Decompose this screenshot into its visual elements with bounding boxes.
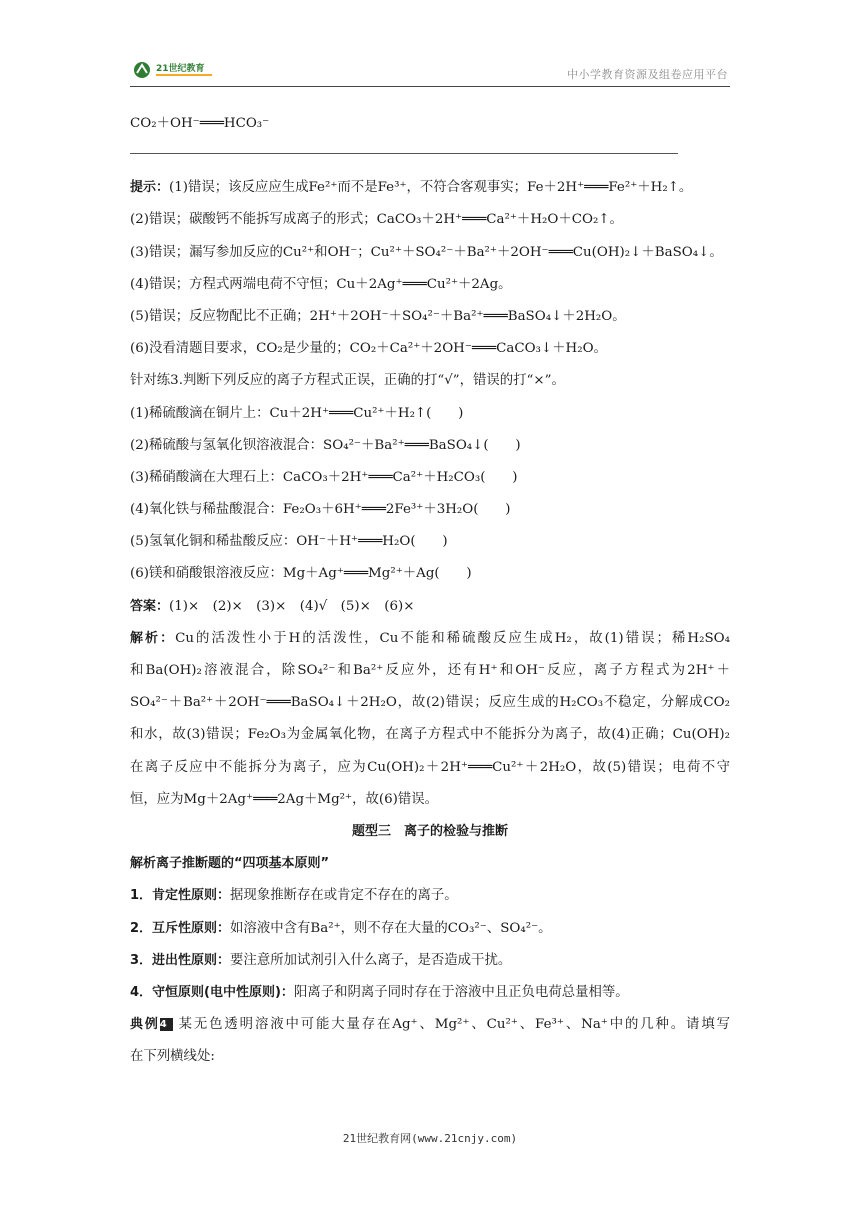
analysis-line-1: 解析：Cu的活泼性小于H的活泼性，Cu不能和稀硫酸反应生成H₂，故(1)错误；稀H₂SO₄ xyxy=(130,630,730,646)
principles-title: 解析离子推断题的“四项基本原则” xyxy=(130,856,330,872)
analysis-line-2: 和Ba(OH)₂溶液混合，除SO₄²⁻和Ba²⁺反应外，还有H⁺和OH⁻反应，离子方程式为2H⁺＋ xyxy=(130,663,730,678)
document-body xyxy=(130,108,730,1073)
principle-2: 2．互斥性原则：如溶液中含有Ba²⁺，则不存在大量的CO₃²⁻、SO₄²⁻。 xyxy=(130,920,552,936)
example-4-line-2: 在下列横线处: xyxy=(130,1049,215,1065)
analysis-line-3: SO₄²⁻＋Ba²⁺＋2OH⁻═══BaSO₄↓＋2H₂O，故(2)错误；反应生成的H₂CO₃不稳定，分解成CO₂ xyxy=(130,695,730,711)
section-heading: 题型三 离子的检验与推断 xyxy=(351,823,508,839)
answer-line: 答案：(1)× (2)× (3)× (4)√ (5)× (6)× xyxy=(130,598,415,614)
question-1: (1)稀硫酸滴在铜片上：Cu＋2H⁺═══Cu²⁺＋H₂↑( ) xyxy=(130,405,464,421)
principle-3: 3．进出性原则：要注意所加试剂引入什么离子，是否造成干扰。 xyxy=(130,952,512,968)
question-5: (5)氢氧化铜和稀盐酸反应：OH⁻＋H⁺═══H₂O( ) xyxy=(130,534,448,550)
analysis-line-5: 在离子反应中不能拆分为离子，应为Cu(OH)₂＋2H⁺═══Cu²⁺＋2H₂O，故(5)错误；电荷不守 xyxy=(130,759,730,775)
question-2: (2)稀硫酸与氢氧化钡溶液混合：SO₄²⁻＋Ba²⁺═══BaSO₄↓( ) xyxy=(130,437,521,453)
answer-label: 答案： xyxy=(130,598,170,614)
principle-1: 1．肯定性原则：据现象推断存在或肯定不存在的离子。 xyxy=(130,888,458,904)
question-4: (4)氧化铁与稀盐酸混合：Fe₂O₃＋6H⁺═══2Fe³⁺＋3H₂O( ) xyxy=(130,502,511,518)
question-6: (6)镁和硝酸银溶液反应：Mg＋Ag⁺═══Mg²⁺＋Ag( ) xyxy=(130,566,472,582)
answer-blank-line xyxy=(130,153,678,154)
analysis-label: 解析： xyxy=(130,630,176,646)
example-4-line-1: 典例4 某无色透明溶液中可能大量存在Ag⁺、Mg²⁺、Cu²⁺、Fe³⁺、Na⁺中的几种。请填写 xyxy=(130,1017,730,1033)
principle-4: 4．守恒原则(电中性原则)：阳离子和阴离子同时存在于溶液中且正负电荷总量相等。 xyxy=(130,984,629,1000)
equation-line: CO₂＋OH⁻═══HCO₃⁻ xyxy=(130,116,270,131)
analysis-line-6: 恒，应为Mg＋2Ag⁺═══2Ag＋Mg²⁺，故(6)错误。 xyxy=(130,791,439,807)
hint-label: 提示： xyxy=(130,180,170,196)
hint-line-3: (3)错误；漏写参加反应的Cu²⁺和OH⁻；Cu²⁺＋SO₄²⁻＋Ba²⁺＋2OH⁻═══Cu(OH)₂↓＋BaSO₄↓。 xyxy=(130,244,723,260)
hint-line-1: 提示：(1)错误；该反应应生成Fe²⁺而不是Fe³⁺，不符合客观事实；Fe＋2H⁺═══Fe²⁺＋H₂↑。 xyxy=(130,180,693,196)
hint-line-4: (4)错误；方程式两端电荷不守恒；Cu＋2Ag⁺═══Cu²⁺＋2Ag。 xyxy=(130,276,512,292)
page-header xyxy=(130,58,730,87)
analysis-line-4: 和水，故(3)错误；Fe₂O₃为金属氧化物，在离子方程式中不能拆分为离子，故(4)正确；Cu(OH)₂ xyxy=(130,727,730,743)
question-3: (3)稀硝酸滴在大理石上：CaCO₃＋2H⁺═══Ca²⁺＋H₂CO₃( ) xyxy=(130,469,518,485)
hint-line-6: (6)没看清题目要求，CO₂是少量的；CO₂＋Ca²⁺＋2OH⁻═══CaCO₃↓＋H₂O。 xyxy=(130,341,607,357)
platform-title: 中小学教育资源及组卷应用平台 xyxy=(567,68,728,81)
hint-line-2: (2)错误；碳酸钙不能拆写成离子的形式；CaCO₃＋2H⁺═══Ca²⁺＋H₂O＋CO₂↑。 xyxy=(130,212,623,228)
exercise-3-title: 针对练3.判断下列反应的离子方程式正误，正确的打“√”，错误的打“×”。 xyxy=(130,373,565,389)
logo-text: 21世纪教育 xyxy=(156,64,205,74)
hint-line-5: (5)错误；反应物配比不正确；2H⁺＋2OH⁻＋SO₄²⁻＋Ba²⁺═══BaSO₄↓＋2H₂O。 xyxy=(130,308,626,324)
example-label: 典例 xyxy=(130,1017,160,1033)
page-footer: 21世纪教育网(www.21cnjy.com) xyxy=(342,1132,518,1145)
example-number-badge: 4 xyxy=(160,1018,173,1031)
